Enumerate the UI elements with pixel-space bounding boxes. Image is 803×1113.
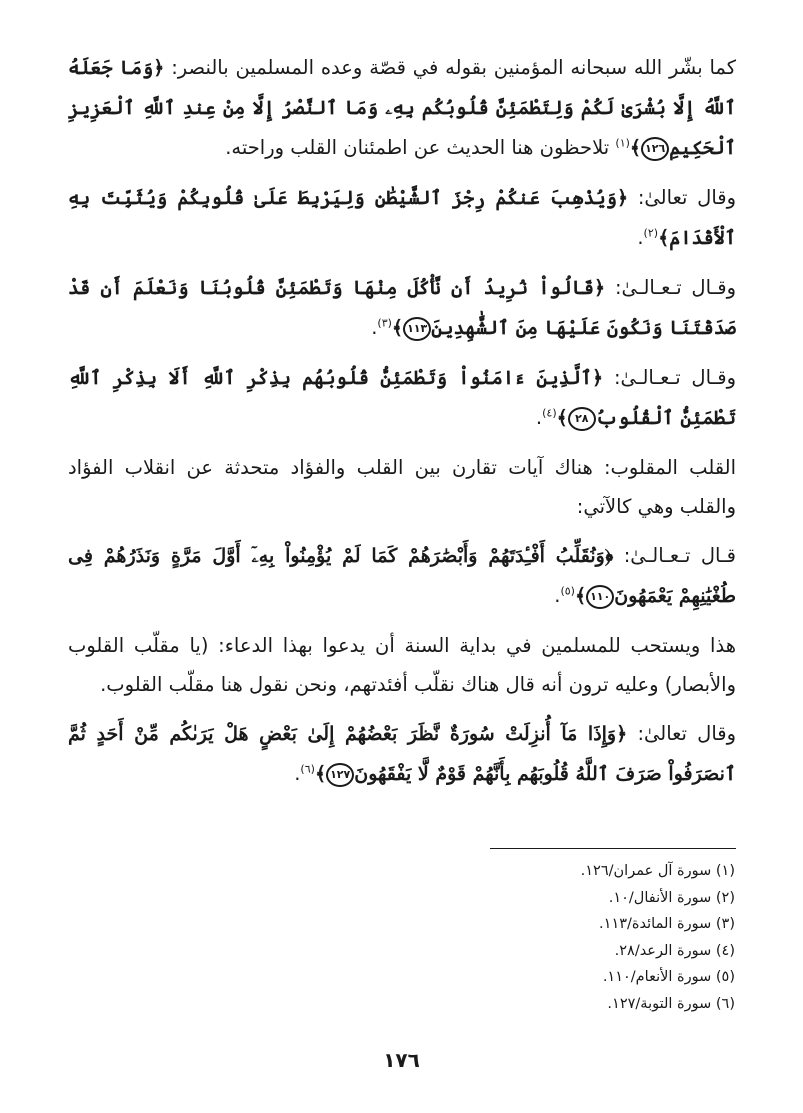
footnote-item: (٤) سورة الرعد/٢٨.	[614, 942, 735, 959]
paragraph-intro: هذا ويستحب للمسلمين في بداية السنة أن يدعوا بهذا الدعاء: (يا مقلّب القلوب والأبصار) وعليه ترون أنه قال هناك نقلّب أفئدتهم، ونحن نقول هنا مقلّب القلوب.	[68, 634, 736, 696]
paragraph-1	[68, 48, 736, 168]
paragraph-5	[68, 448, 736, 526]
paragraph-after: .	[535, 406, 543, 429]
footnote-divider	[490, 848, 736, 849]
paragraph-intro: وقـال تـعـالـىٰ:	[613, 366, 736, 389]
page-body	[68, 48, 736, 804]
paragraph-8	[68, 714, 736, 794]
footnote-ref: (٦)	[300, 762, 315, 776]
footnote-ref: (٢)	[643, 226, 659, 240]
paragraph-after: تلاحظون هنا الحديث عن اطمئنان القلب وراحته.	[225, 136, 610, 159]
verse-close-bracket: ﴾	[574, 585, 587, 607]
paragraph-intro: وقال تعالىٰ:	[637, 722, 736, 745]
paragraph-after: .	[554, 584, 561, 607]
quran-verse: ﴿قَالُواْ نُرِيدُ أَن نَّأْكُلَ مِنْهَا وَتَطْمَئِنَّ قُلُوبُنَا وَنَعْلَمَ أَن قَدْ صَدَقْتَنَا وَنَكُونَ عَلَيْهَا مِنَ ٱلشَّٰهِدِينَ	[68, 277, 736, 339]
footnotes-list	[330, 858, 735, 1017]
paragraph-after: .	[637, 226, 644, 249]
footnote-item: (٢) سورة الأنفال/١٠.	[608, 889, 735, 906]
footnote-ref: (٣)	[377, 316, 392, 330]
verse-number-marker: ١٢٦	[641, 137, 669, 161]
paragraph-intro: القلب المقلوب: هناك آيات تقارن بين القلب والفؤاد متحدثة عن انقلاب الفؤاد والقلب وهي كالآتي:	[68, 456, 736, 518]
paragraph-intro: وقال تعالىٰ:	[637, 186, 737, 209]
paragraph-2	[68, 178, 736, 258]
verse-close-bracket: ﴾	[314, 763, 327, 785]
paragraph-intro: قـال تـعـالـىٰ:	[623, 544, 736, 567]
verse-number-marker: ١١٣	[403, 317, 431, 341]
paragraph-4	[68, 358, 736, 438]
footnote-item: (٦) سورة التوبة/١٢٧.	[607, 995, 735, 1012]
paragraph-after: .	[294, 762, 301, 785]
quran-verse: ﴿ٱلَّذِينَ ءَامَنُواْ وَتَطْمَئِنُّ قُلُوبُهُم بِذِكْرِ ٱللَّهِ أَلَا بِذِكْرِ ٱللَّهِ تَطْمَئِنُّ ٱلْقُلُوبُ	[68, 367, 736, 429]
verse-number-marker: ١١٠	[586, 585, 614, 609]
quran-verse: ﴿وَإِذَا مَآ أُنزِلَتْ سُورَةٌ نَّظَرَ بَعْضُهُمْ إِلَىٰ بَعْضٍ هَلْ يَرَىٰكُم مِّنْ أَحَدٍ ثُمَّ ٱنصَرَفُواْ صَرَفَ ٱللَّهُ قُلُوبَهُم بِأَنَّهُمْ قَوْمٌ لَّا يَفْقَهُونَ	[68, 723, 736, 785]
footnote-item: (٥) سورة الأنعام/١١٠.	[602, 969, 735, 985]
paragraph-intro: كما بشّر الله سبحانه المؤمنين بقوله في قصّة وعده المسلمين بالنصر:	[171, 56, 736, 79]
verse-number-marker: ٢٨	[568, 407, 596, 431]
verse-close-bracket: ﴾	[629, 137, 642, 159]
paragraph-after: .	[371, 316, 378, 339]
quran-verse: ﴿وَيُذْهِبَ عَنكُمْ رِجْزَ ٱلشَّيْطَٰنِ وَلِيَرْبِطَ عَلَىٰ قُلُوبِكُمْ وَيُثَبِّتَ بِهِ ٱلْأَقْدَامَ﴾	[68, 187, 736, 249]
verse-number-marker: ١٢٧	[326, 763, 354, 787]
footnote-item: (١) سورة آل عمران/١٢٦.	[580, 863, 735, 879]
footnote-ref: (٥)	[560, 584, 575, 598]
footnote-ref: (٤)	[542, 406, 557, 420]
footnote-item: (٣) سورة المائدة/١١٣.	[599, 916, 735, 932]
verse-close-bracket: ﴾	[391, 317, 404, 339]
paragraph-3	[68, 268, 736, 348]
quran-verse: ﴿وَنُقَلِّبُ أَفْـِٔدَتَهُمْ وَأَبْصَٰرَهُمْ كَمَا لَمْ يُؤْمِنُواْ بِهِۦٓ أَوَّلَ مَرَّةٍ وَنَذَرُهُمْ فِى طُغْيَٰنِهِمْ يَعْمَهُونَ	[68, 545, 736, 607]
verse-close-bracket: ﴾	[556, 407, 568, 429]
paragraph-intro: وقـال تـعـالـىٰ:	[614, 276, 736, 299]
footnote-ref: (١)	[615, 136, 630, 150]
paragraph-7	[68, 626, 736, 704]
paragraph-6	[68, 536, 736, 616]
quran-verse: ﴿وَمَا جَعَلَهُ ٱللَّهُ إِلَّا بُشْرَىٰ لَكُمْ وَلِتَطْمَئِنَّ قُلُوبُكُم بِهِۦ وَمَا ٱلنَّصْرُ إِلَّا مِنْ عِندِ ٱللَّهِ ٱلْعَزِيزِ ٱلْحَكِيمِ	[68, 57, 736, 159]
page-number: ١٧٦	[383, 1048, 420, 1072]
